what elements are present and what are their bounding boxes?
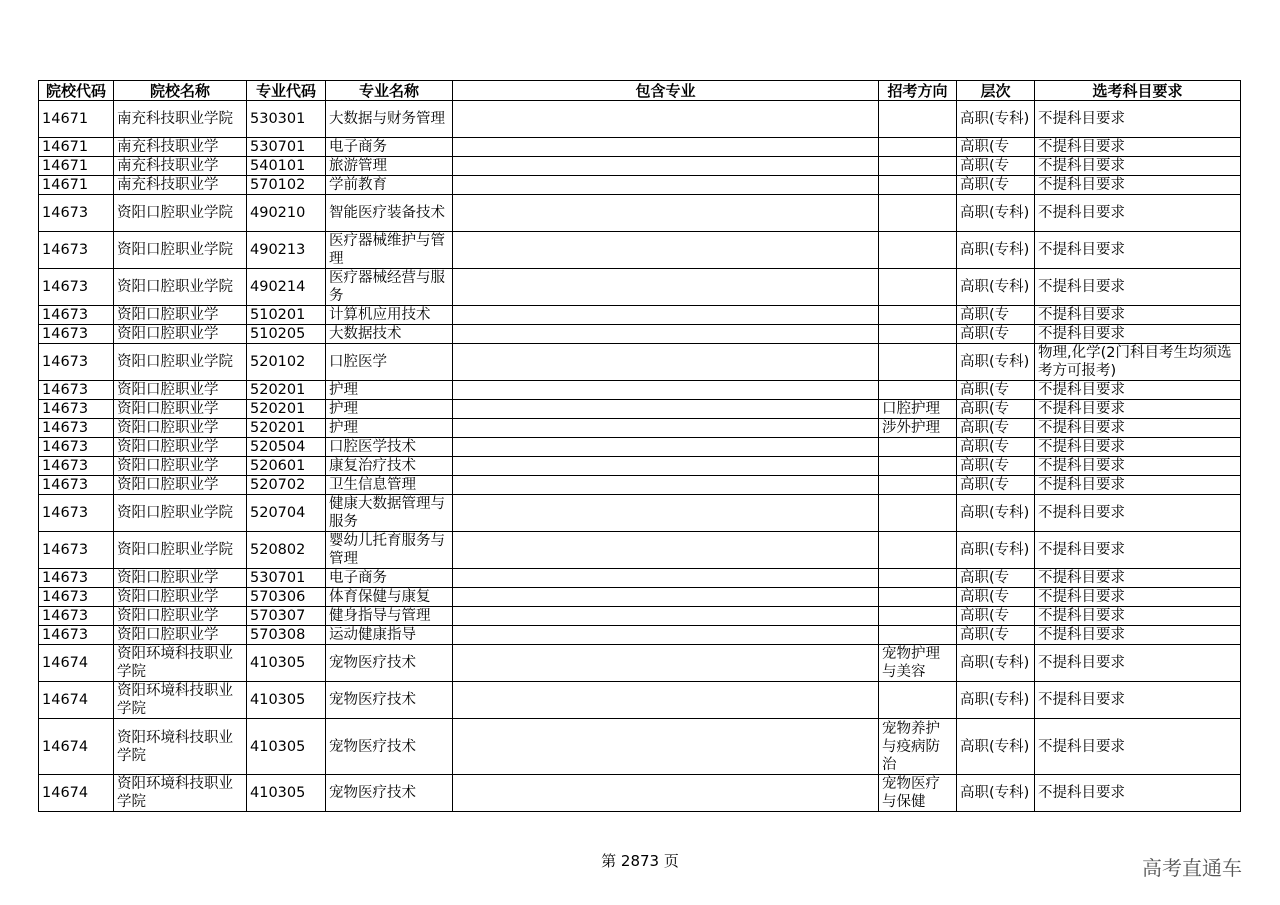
cell-included-majors [453, 626, 879, 645]
cell-school-code: 14673 [39, 495, 114, 532]
cell-major-code: 520802 [247, 532, 326, 569]
header-subject-requirement: 选考科目要求 [1035, 81, 1241, 101]
cell-direction [879, 101, 957, 138]
cell-major-name: 护理 [326, 419, 453, 438]
cell-school-code: 14673 [39, 607, 114, 626]
page-number: 第 2873 页 [601, 852, 679, 870]
cell-direction [879, 138, 957, 157]
cell-school-name: 资阳口腔职业学院 [114, 344, 247, 381]
cell-subject-requirement: 不提科目要求 [1035, 476, 1241, 495]
cell-direction: 涉外护理 [879, 419, 957, 438]
cell-included-majors [453, 269, 879, 306]
table-row [39, 344, 1241, 381]
cell-direction [879, 457, 957, 476]
cell-subject-requirement: 不提科目要求 [1035, 588, 1241, 607]
cell-major-name: 宠物医疗技术 [326, 682, 453, 719]
cell-included-majors [453, 476, 879, 495]
watermark: 高考直通车 [1142, 856, 1242, 880]
cell-major-name: 医疗器械经营与服务 [326, 269, 453, 306]
table-row [39, 400, 1241, 419]
cell-level: 高职(专 [957, 476, 1035, 495]
cell-school-code: 14673 [39, 457, 114, 476]
table-row [39, 682, 1241, 719]
cell-included-majors [453, 775, 879, 812]
cell-major-code: 520201 [247, 400, 326, 419]
cell-included-majors [453, 569, 879, 588]
cell-direction: 宠物养护与疫病防治 [879, 719, 957, 775]
cell-subject-requirement: 不提科目要求 [1035, 176, 1241, 195]
cell-level: 高职(专 [957, 607, 1035, 626]
cell-direction: 口腔护理 [879, 400, 957, 419]
cell-school-code: 14673 [39, 269, 114, 306]
cell-school-name: 资阳口腔职业学 [114, 306, 247, 325]
cell-major-code: 520504 [247, 438, 326, 457]
cell-school-name: 资阳环境科技职业学院 [114, 719, 247, 775]
cell-school-code: 14673 [39, 626, 114, 645]
cell-school-code: 14673 [39, 569, 114, 588]
cell-included-majors [453, 719, 879, 775]
table-row [39, 645, 1241, 682]
cell-included-majors [453, 176, 879, 195]
cell-school-name: 资阳口腔职业学 [114, 400, 247, 419]
cell-level: 高职(专科) [957, 682, 1035, 719]
cell-school-code: 14671 [39, 101, 114, 138]
cell-level: 高职(专科) [957, 775, 1035, 812]
cell-level: 高职(专科) [957, 269, 1035, 306]
cell-level: 高职(专 [957, 419, 1035, 438]
cell-subject-requirement: 不提科目要求 [1035, 457, 1241, 476]
cell-included-majors [453, 101, 879, 138]
cell-subject-requirement: 不提科目要求 [1035, 438, 1241, 457]
table-row [39, 232, 1241, 269]
cell-level: 高职(专 [957, 457, 1035, 476]
cell-school-name: 南充科技职业学 [114, 138, 247, 157]
table-row [39, 476, 1241, 495]
cell-major-code: 520601 [247, 457, 326, 476]
cell-major-name: 大数据技术 [326, 325, 453, 344]
cell-school-code: 14673 [39, 232, 114, 269]
cell-major-name: 旅游管理 [326, 157, 453, 176]
cell-subject-requirement: 不提科目要求 [1035, 157, 1241, 176]
cell-major-code: 520702 [247, 476, 326, 495]
cell-direction [879, 682, 957, 719]
cell-direction [879, 157, 957, 176]
cell-subject-requirement: 物理,化学(2门科目考生均须选考方可报考) [1035, 344, 1241, 381]
cell-level: 高职(专科) [957, 101, 1035, 138]
table-row [39, 457, 1241, 476]
cell-major-name: 健康大数据管理与服务 [326, 495, 453, 532]
cell-school-name: 南充科技职业学 [114, 176, 247, 195]
cell-included-majors [453, 195, 879, 232]
table-row [39, 607, 1241, 626]
cell-major-code: 540101 [247, 157, 326, 176]
cell-included-majors [453, 607, 879, 626]
cell-included-majors [453, 232, 879, 269]
cell-subject-requirement: 不提科目要求 [1035, 607, 1241, 626]
cell-subject-requirement: 不提科目要求 [1035, 400, 1241, 419]
cell-major-name: 医疗器械维护与管理 [326, 232, 453, 269]
cell-subject-requirement: 不提科目要求 [1035, 232, 1241, 269]
cell-level: 高职(专 [957, 588, 1035, 607]
cell-level: 高职(专科) [957, 232, 1035, 269]
cell-major-name: 运动健康指导 [326, 626, 453, 645]
cell-school-code: 14674 [39, 682, 114, 719]
cell-major-name: 口腔医学 [326, 344, 453, 381]
cell-school-name: 资阳口腔职业学 [114, 607, 247, 626]
cell-school-code: 14673 [39, 344, 114, 381]
cell-direction [879, 344, 957, 381]
cell-included-majors [453, 645, 879, 682]
cell-subject-requirement: 不提科目要求 [1035, 325, 1241, 344]
cell-school-code: 14673 [39, 195, 114, 232]
table-row [39, 419, 1241, 438]
cell-major-name: 宠物医疗技术 [326, 775, 453, 812]
cell-included-majors [453, 457, 879, 476]
cell-major-name: 学前教育 [326, 176, 453, 195]
cell-school-code: 14673 [39, 588, 114, 607]
table-row [39, 588, 1241, 607]
cell-school-code: 14673 [39, 306, 114, 325]
header-school-name: 院校名称 [114, 81, 247, 101]
cell-direction [879, 438, 957, 457]
cell-major-code: 570306 [247, 588, 326, 607]
cell-major-code: 570307 [247, 607, 326, 626]
cell-school-code: 14673 [39, 381, 114, 400]
table-row [39, 438, 1241, 457]
cell-major-name: 口腔医学技术 [326, 438, 453, 457]
cell-school-code: 14674 [39, 645, 114, 682]
table-row [39, 569, 1241, 588]
cell-major-code: 510201 [247, 306, 326, 325]
cell-included-majors [453, 682, 879, 719]
cell-major-code: 490213 [247, 232, 326, 269]
cell-subject-requirement: 不提科目要求 [1035, 195, 1241, 232]
cell-school-name: 资阳环境科技职业学院 [114, 682, 247, 719]
cell-school-name: 资阳口腔职业学院 [114, 195, 247, 232]
cell-school-code: 14674 [39, 719, 114, 775]
cell-major-name: 护理 [326, 400, 453, 419]
cell-included-majors [453, 306, 879, 325]
cell-major-code: 570308 [247, 626, 326, 645]
cell-major-code: 490210 [247, 195, 326, 232]
cell-major-name: 护理 [326, 381, 453, 400]
cell-subject-requirement: 不提科目要求 [1035, 419, 1241, 438]
cell-major-code: 520102 [247, 344, 326, 381]
cell-major-name: 健身指导与管理 [326, 607, 453, 626]
cell-major-name: 计算机应用技术 [326, 306, 453, 325]
table-row [39, 176, 1241, 195]
cell-school-code: 14673 [39, 532, 114, 569]
table-body [39, 101, 1241, 812]
table-row [39, 195, 1241, 232]
cell-major-code: 520201 [247, 419, 326, 438]
cell-level: 高职(专科) [957, 344, 1035, 381]
cell-school-name: 南充科技职业学院 [114, 101, 247, 138]
cell-subject-requirement: 不提科目要求 [1035, 532, 1241, 569]
cell-school-code: 14674 [39, 775, 114, 812]
cell-subject-requirement: 不提科目要求 [1035, 269, 1241, 306]
cell-major-code: 530301 [247, 101, 326, 138]
table-row [39, 101, 1241, 138]
cell-level: 高职(专 [957, 626, 1035, 645]
cell-school-name: 资阳口腔职业学 [114, 626, 247, 645]
cell-direction [879, 176, 957, 195]
cell-major-name: 体育保健与康复 [326, 588, 453, 607]
cell-direction [879, 381, 957, 400]
cell-school-code: 14673 [39, 419, 114, 438]
cell-direction [879, 588, 957, 607]
cell-direction [879, 476, 957, 495]
table-row [39, 157, 1241, 176]
cell-direction [879, 569, 957, 588]
cell-school-name: 资阳口腔职业学 [114, 569, 247, 588]
cell-level: 高职(专 [957, 138, 1035, 157]
cell-school-name: 资阳口腔职业学 [114, 419, 247, 438]
header-direction: 招考方向 [879, 81, 957, 101]
cell-subject-requirement: 不提科目要求 [1035, 626, 1241, 645]
cell-subject-requirement: 不提科目要求 [1035, 495, 1241, 532]
cell-school-name: 资阳口腔职业学 [114, 476, 247, 495]
table-row [39, 381, 1241, 400]
cell-major-code: 530701 [247, 138, 326, 157]
cell-subject-requirement: 不提科目要求 [1035, 306, 1241, 325]
table-row [39, 719, 1241, 775]
cell-major-name: 宠物医疗技术 [326, 645, 453, 682]
cell-level: 高职(专 [957, 325, 1035, 344]
cell-level: 高职(专 [957, 157, 1035, 176]
cell-included-majors [453, 325, 879, 344]
table-row [39, 306, 1241, 325]
cell-level: 高职(专 [957, 400, 1035, 419]
header-school-code: 院校代码 [39, 81, 114, 101]
cell-major-name: 卫生信息管理 [326, 476, 453, 495]
cell-subject-requirement: 不提科目要求 [1035, 775, 1241, 812]
header-level: 层次 [957, 81, 1035, 101]
cell-major-code: 530701 [247, 569, 326, 588]
cell-direction [879, 306, 957, 325]
cell-school-name: 资阳环境科技职业学院 [114, 775, 247, 812]
cell-school-name: 资阳口腔职业学 [114, 457, 247, 476]
cell-school-name: 资阳口腔职业学院 [114, 232, 247, 269]
cell-level: 高职(专 [957, 438, 1035, 457]
cell-subject-requirement: 不提科目要求 [1035, 682, 1241, 719]
cell-major-name: 大数据与财务管理 [326, 101, 453, 138]
cell-major-name: 智能医疗装备技术 [326, 195, 453, 232]
cell-included-majors [453, 344, 879, 381]
cell-level: 高职(专 [957, 176, 1035, 195]
cell-school-name: 资阳口腔职业学院 [114, 532, 247, 569]
table-row [39, 325, 1241, 344]
cell-included-majors [453, 381, 879, 400]
cell-major-name: 婴幼儿托育服务与管理 [326, 532, 453, 569]
cell-school-name: 资阳环境科技职业学院 [114, 645, 247, 682]
cell-subject-requirement: 不提科目要求 [1035, 569, 1241, 588]
cell-major-code: 570102 [247, 176, 326, 195]
cell-school-name: 资阳口腔职业学 [114, 381, 247, 400]
table-row [39, 626, 1241, 645]
cell-included-majors [453, 138, 879, 157]
cell-level: 高职(专 [957, 381, 1035, 400]
header-row [39, 81, 1241, 101]
table-row [39, 532, 1241, 569]
cell-major-code: 520704 [247, 495, 326, 532]
cell-subject-requirement: 不提科目要求 [1035, 101, 1241, 138]
cell-major-code: 410305 [247, 645, 326, 682]
cell-major-code: 490214 [247, 269, 326, 306]
cell-direction [879, 532, 957, 569]
table-row [39, 138, 1241, 157]
header-major-name: 专业名称 [326, 81, 453, 101]
cell-school-code: 14671 [39, 176, 114, 195]
cell-direction [879, 607, 957, 626]
cell-major-code: 410305 [247, 719, 326, 775]
cell-level: 高职(专 [957, 306, 1035, 325]
cell-school-name: 资阳口腔职业学 [114, 438, 247, 457]
cell-school-name: 资阳口腔职业学院 [114, 495, 247, 532]
header-included-majors: 包含专业 [453, 81, 879, 101]
cell-subject-requirement: 不提科目要求 [1035, 719, 1241, 775]
cell-school-code: 14673 [39, 476, 114, 495]
cell-major-name: 电子商务 [326, 138, 453, 157]
cell-direction [879, 269, 957, 306]
cell-level: 高职(专科) [957, 645, 1035, 682]
cell-subject-requirement: 不提科目要求 [1035, 138, 1241, 157]
cell-direction [879, 195, 957, 232]
cell-major-name: 康复治疗技术 [326, 457, 453, 476]
cell-school-name: 资阳口腔职业学 [114, 325, 247, 344]
cell-direction: 宠物护理与美容 [879, 645, 957, 682]
cell-direction: 宠物医疗与保健 [879, 775, 957, 812]
cell-school-code: 14673 [39, 400, 114, 419]
cell-level: 高职(专科) [957, 195, 1035, 232]
cell-direction [879, 626, 957, 645]
cell-major-name: 电子商务 [326, 569, 453, 588]
cell-level: 高职(专科) [957, 532, 1035, 569]
cell-school-code: 14673 [39, 325, 114, 344]
cell-school-name: 南充科技职业学 [114, 157, 247, 176]
cell-school-name: 资阳口腔职业学 [114, 588, 247, 607]
cell-included-majors [453, 588, 879, 607]
cell-level: 高职(专 [957, 569, 1035, 588]
cell-school-code: 14673 [39, 438, 114, 457]
admissions-table [38, 80, 1241, 812]
cell-level: 高职(专科) [957, 495, 1035, 532]
cell-included-majors [453, 400, 879, 419]
cell-school-name: 资阳口腔职业学院 [114, 269, 247, 306]
table-row [39, 269, 1241, 306]
header-major-code: 专业代码 [247, 81, 326, 101]
cell-major-code: 510205 [247, 325, 326, 344]
table-row [39, 495, 1241, 532]
cell-major-code: 520201 [247, 381, 326, 400]
cell-direction [879, 232, 957, 269]
cell-direction [879, 325, 957, 344]
cell-school-code: 14671 [39, 138, 114, 157]
cell-included-majors [453, 438, 879, 457]
cell-included-majors [453, 419, 879, 438]
cell-included-majors [453, 495, 879, 532]
cell-included-majors [453, 532, 879, 569]
table-row [39, 775, 1241, 812]
cell-major-code: 410305 [247, 682, 326, 719]
cell-subject-requirement: 不提科目要求 [1035, 381, 1241, 400]
cell-level: 高职(专科) [957, 719, 1035, 775]
cell-school-code: 14671 [39, 157, 114, 176]
cell-included-majors [453, 157, 879, 176]
cell-major-name: 宠物医疗技术 [326, 719, 453, 775]
cell-subject-requirement: 不提科目要求 [1035, 645, 1241, 682]
cell-major-code: 410305 [247, 775, 326, 812]
cell-direction [879, 495, 957, 532]
